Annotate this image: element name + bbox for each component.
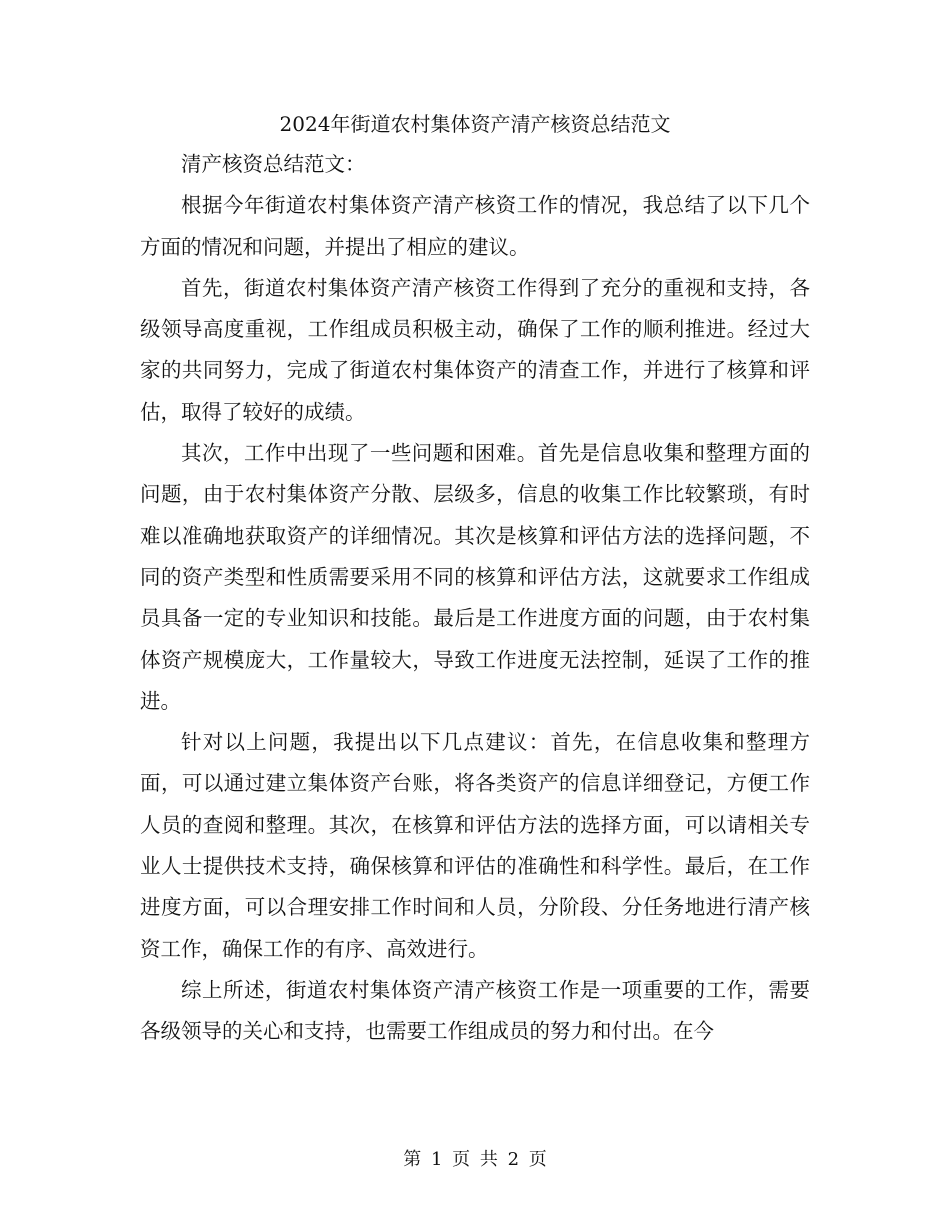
paragraph-heading: 清产核资总结范文： [181,152,366,176]
document-body [140,144,810,1053]
paragraph-second: 其次，工作中出现了一些问题和困难。首先是信息收集和整理方面的问题，由于农村集体资产分散、层级多，信息的收集工作比较繁琐，有时难以准确地获取资产的详细情况。其次是核算和评估方法的选择问题，不同的资产类型和性质需要采用不同的核算和评估方法，这就要求工作组成员具备一定的专业知识和技能。最后是工作进度方面的问题，由于农村集体资产规模庞大，工作量较大，导致工作进度无法控制，延误了工作的推进。 [140,441,810,713]
paragraph-suggestions: 针对以上问题，我提出以下几点建议：首先，在信息收集和整理方面，可以通过建立集体资产台账，将各类资产的信息详细登记，方便工作人员的查阅和整理。其次，在核算和评估方法的选择方面，可以请相关专业人士提供技术支持，确保核算和评估的准确性和科学性。最后，在工作进度方面，可以合理安排工作时间和人员，分阶段、分任务地进行清产核资工作，确保工作的有序、高效进行。 [140,730,810,961]
paragraph-first: 首先，街道农村集体资产清产核资工作得到了充分的重视和支持，各级领导高度重视，工作组成员积极主动，确保了工作的顺利推进。经过大家的共同努力，完成了街道农村集体资产的清查工作，并进行了核算和评估，取得了较好的成绩。 [140,275,810,424]
paragraph-intro: 根据今年街道农村集体资产清产核资工作的情况，我总结了以下几个方面的情况和问题，并提出了相应的建议。 [140,193,810,259]
page-number-footer: 第 1 页 共 2 页 [403,1149,547,1170]
document-title: 2024年街道农村集体资产清产核资总结范文 [279,112,671,136]
paragraph-conclusion: 综上所述，街道农村集体资产清产核资工作是一项重要的工作，需要各级领导的关心和支持，也需要工作组成员的努力和付出。在今 [140,977,810,1044]
